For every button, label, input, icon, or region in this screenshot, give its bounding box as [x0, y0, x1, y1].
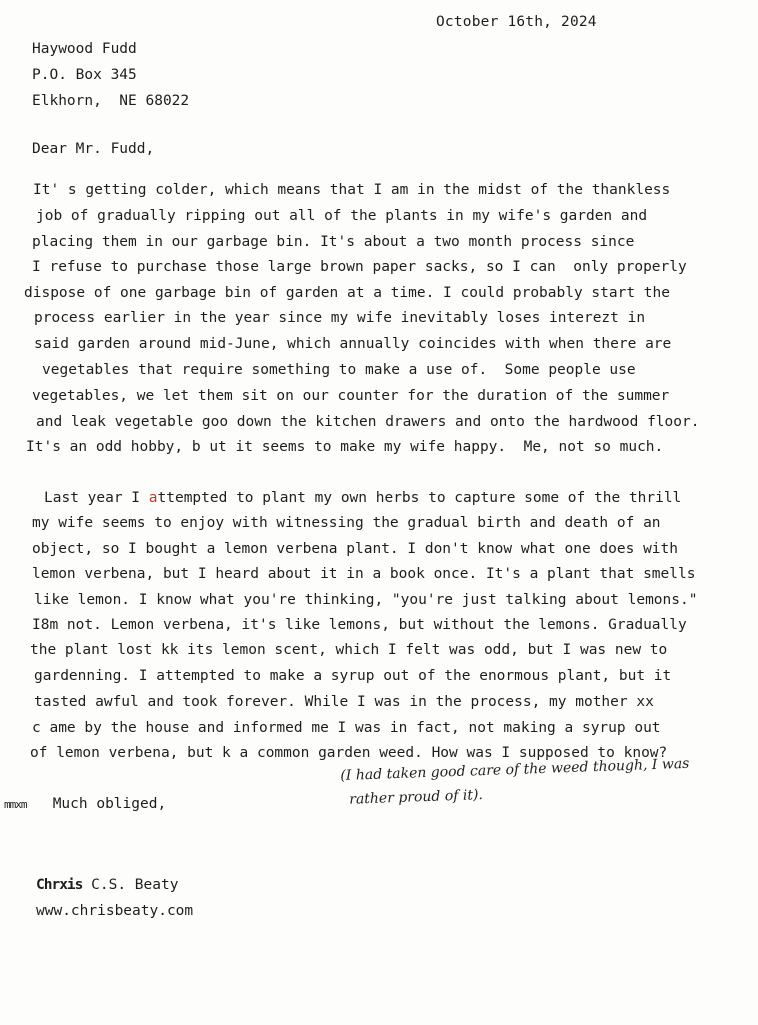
paragraph-line: of lemon verbena, but k a common garden weed. How was I supposed to know?: [30, 745, 668, 761]
paragraph-line: job of gradually ripping out all of the plants in my wife's garden and: [36, 208, 648, 224]
paragraph-line: I8m not. Lemon verbena, it's like lemons, but without the lemons. Gradually: [32, 617, 687, 633]
letter-date: October 16th, 2024: [436, 14, 597, 30]
paragraph-line: like lemon. I know what you're thinking, "you're just talking about lemons.": [34, 592, 698, 608]
paragraph-line: vegetables that require something to make a use of. Some people use: [42, 362, 636, 378]
paragraph-line: lemon verbena, but I heard about it in a book once. It's a plant that smells: [32, 566, 696, 582]
red-typed-letter: a: [148, 490, 158, 506]
salutation: Dear Mr. Fudd,: [32, 141, 155, 157]
paragraph-line: the plant lost kk its lemon scent, which I felt was odd, but I was new to: [30, 642, 668, 658]
paragraph-line: and leak vegetable goo down the kitchen drawers and onto the hardwood floor.: [36, 414, 700, 430]
struck-text: mmxm: [4, 798, 27, 811]
paragraph-line: [44, 490, 681, 506]
author-website: www.chrisbeaty.com: [36, 903, 194, 919]
paragraph-line: my wife seems to enjoy with witnessing the gradual birth and death of an: [32, 515, 661, 531]
paragraph-line: placing them in our garbage bin. It's about a two month process since: [32, 234, 635, 250]
paragraph-line: It' s getting colder, which means that I am in the midst of the thankless: [33, 182, 671, 198]
recipient-city: Elkhorn, NE 68022: [32, 93, 190, 109]
recipient-address: [32, 36, 189, 114]
paragraph-line: dispose of one garbage bin of garden at a time. I could probably start the: [24, 285, 671, 301]
recipient-name: Haywood Fudd: [32, 41, 137, 57]
paragraph-line: c ame by the house and informed me I was in fact, not making a syrup out: [32, 720, 661, 736]
paragraph-line: gardenning. I attempted to make a syrup out of the enormous plant, but it: [34, 668, 672, 684]
paragraph-line: vegetables, we let them sit on our counter for the duration of the summer: [32, 388, 670, 404]
recipient-po-box: P.O. Box 345: [32, 67, 137, 83]
line-text: Last year I: [44, 490, 149, 506]
line-text: ttempted to plant my own herbs to capture some of the thrill: [157, 490, 682, 506]
author-name: C.S. Beaty: [91, 877, 179, 893]
handwritten-note-line: (I had taken good care of the weed though, I was: [340, 755, 690, 784]
paragraph-line: It's an odd hobby, b ut it seems to make my wife happy. Me, not so much.: [26, 439, 664, 455]
handwritten-note-line: rather proud of it).: [348, 787, 484, 808]
signature-block: [36, 872, 193, 924]
closing-text: Much obliged,: [52, 796, 167, 812]
closing: [4, 796, 166, 812]
paragraph-line: object, so I bought a lemon verbena plant. I don't know what one does with: [32, 541, 679, 557]
paragraph-line: tasted awful and took forever. While I was in the process, my mother xx: [34, 694, 654, 710]
struck-name: Chrxis: [36, 877, 83, 893]
paragraph-line: said garden around mid-June, which annually coincides with when there are: [34, 336, 672, 352]
signature-name: [36, 872, 193, 898]
paragraph-line: I refuse to purchase those large brown paper sacks, so I can only properly: [32, 259, 687, 275]
paragraph-line: process earlier in the year since my wife inevitably loses interezt in: [34, 310, 646, 326]
